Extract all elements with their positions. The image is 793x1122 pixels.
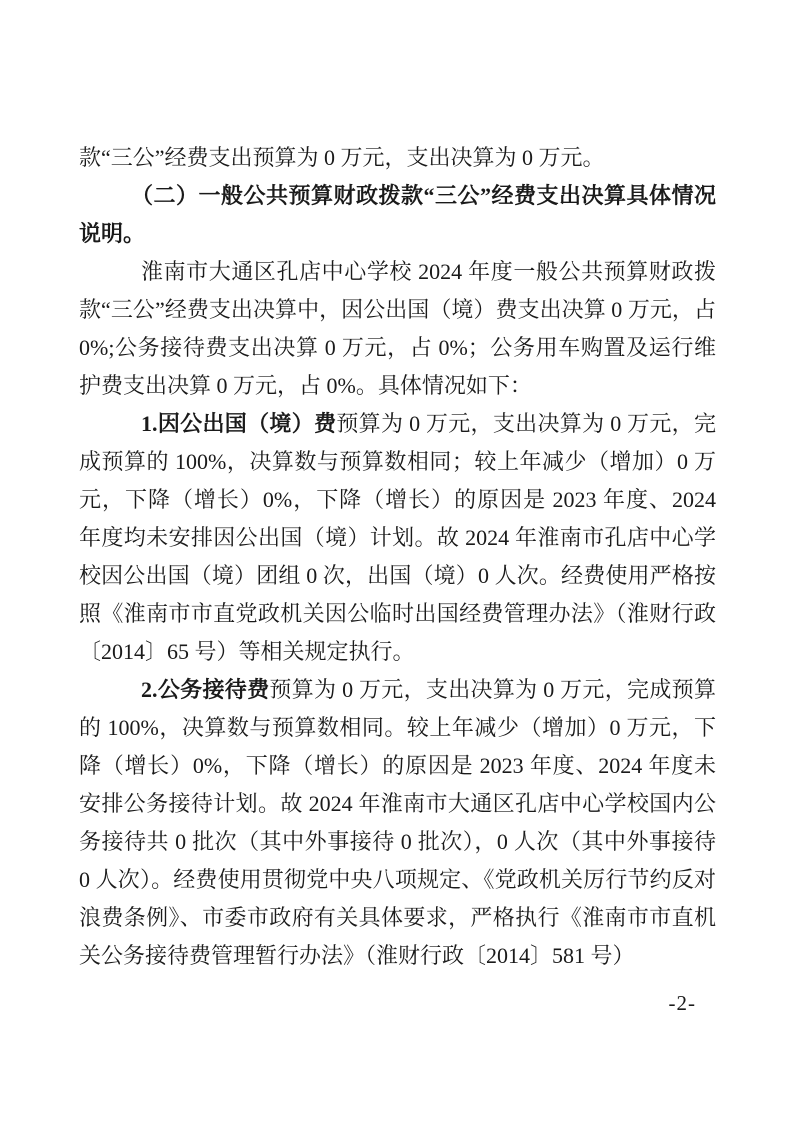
section-heading: （二）一般公共预算财政拨款“三公”经费支出决算具体情况说明。 (79, 183, 716, 246)
paragraph-continuation: 款“三公”经费支出预算为 0 万元，支出决算为 0 万元。 (79, 145, 605, 170)
item-2-body: 预算为 0 万元，支出决算为 0 万元，完成预算的 100%，决算数与预算数相同。较上年减少（增加）0 万元，下降（增长）0%，下降（增长）的原因是 2023 年度、2024 年度未安排公务接待计划。故 2024 年淮南市大通区孔店中心学校国内公务接待共 0 批次（其中外事接待 0 批次），0 人次（其中外事接待 0 人次）。经费使用贯彻党中央八项规定、《党政机关厉行节约反对浪费条例》、市委市政府有关具体要求，严格执行《淮南市市直机关公务接待费管理暂行办法》（淮财行政〔2014〕581 号） (79, 677, 716, 968)
paragraph-overview: 淮南市大通区孔店中心学校 2024 年度一般公共预算财政拨款“三公”经费支出决算中，因公出国（境）费支出决算 0 万元，占 0%;公务接待费支出决算 0 万元，占 0%；公务用车购置及运行维护费支出决算 0 万元，占 0%。具体情况如下： (79, 259, 716, 398)
page-footer (79, 991, 716, 1015)
item-1-body: 预算为 0 万元，支出决算为 0 万元，完成预算的 100%，决算数与预算数相同；较上年减少（增加）0 万元，下降（增长）0%，下降（增长）的原因是 2023 年度、2024 年度均未安排因公出国（境）计划。故 2024 年淮南市孔店中心学校因公出国（境）团组 0 次，出国（境）0 人次。经费使用严格按照《淮南市市直党政机关因公临时出国经费管理办法》（淮财行政〔2014〕65 号）等相关规定执行。 (79, 411, 716, 664)
paragraph-item-2 (79, 671, 716, 975)
page-number: -2- (668, 991, 696, 1015)
item-1-lead: 1.因公出国（境）费 (141, 411, 337, 436)
document-body (79, 139, 716, 975)
item-2-lead: 2.公务接待费 (141, 677, 270, 702)
paragraph-item-1 (79, 405, 716, 671)
